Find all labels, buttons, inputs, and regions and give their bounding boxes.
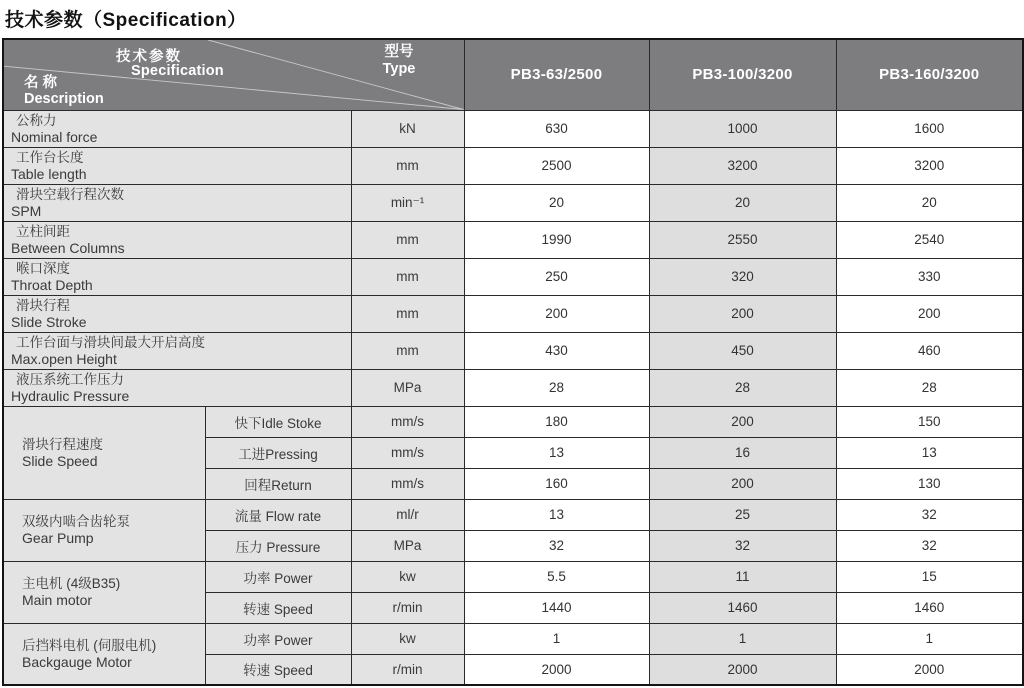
group-label-gear-pump: 双级内啮合齿轮泵 Gear Pump <box>3 499 205 561</box>
value-cell: 28 <box>836 369 1023 406</box>
value-cell: 460 <box>836 332 1023 369</box>
value-cell: 2500 <box>464 147 649 184</box>
table-row <box>3 499 1023 530</box>
value-cell: 13 <box>464 499 649 530</box>
value-cell: 28 <box>649 369 836 406</box>
value-cell: 200 <box>836 295 1023 332</box>
table-row <box>3 369 1023 406</box>
value-cell: 3200 <box>836 147 1023 184</box>
value-cell: 1460 <box>836 592 1023 623</box>
unit-cell: mm <box>351 332 464 369</box>
sub-label: 工进Pressing <box>205 437 351 468</box>
sub-label: 回程Return <box>205 468 351 499</box>
model-header-pb3-63: PB3-63/2500 <box>464 39 649 110</box>
unit-cell: mm <box>351 221 464 258</box>
row-label: 滑块空载行程次数 SPM <box>3 184 351 221</box>
row-label: 立柱间距 Between Columns <box>3 221 351 258</box>
value-cell: 11 <box>649 561 836 592</box>
corner-spec-en: Specification <box>131 63 224 79</box>
value-cell: 1460 <box>649 592 836 623</box>
unit-cell: mm <box>351 258 464 295</box>
value-cell: 20 <box>464 184 649 221</box>
value-cell: 450 <box>649 332 836 369</box>
sub-label: 快下Idle Stoke <box>205 406 351 437</box>
unit-cell: kw <box>351 623 464 654</box>
row-label: 工作台面与滑块间最大开启高度 Max.open Height <box>3 332 351 369</box>
value-cell: 32 <box>464 530 649 561</box>
sub-label: 转速 Speed <box>205 592 351 623</box>
corner-name <box>24 75 104 107</box>
unit-cell: MPa <box>351 530 464 561</box>
value-cell: 2540 <box>836 221 1023 258</box>
table-row <box>3 623 1023 654</box>
group-label-slide-speed: 滑块行程速度 Slide Speed <box>3 406 205 499</box>
unit-cell: kN <box>351 110 464 147</box>
value-cell: 2000 <box>836 654 1023 685</box>
unit-cell: MPa <box>351 369 464 406</box>
row-label: 液压系统工作压力 Hydraulic Pressure <box>3 369 351 406</box>
sub-label: 功率 Power <box>205 623 351 654</box>
value-cell: 200 <box>464 295 649 332</box>
value-cell: 16 <box>649 437 836 468</box>
value-cell: 15 <box>836 561 1023 592</box>
value-cell: 25 <box>649 499 836 530</box>
unit-cell: kw <box>351 561 464 592</box>
value-cell: 2000 <box>649 654 836 685</box>
table-row <box>3 406 1023 437</box>
corner-name-en: Description <box>24 90 104 107</box>
value-cell: 13 <box>836 437 1023 468</box>
row-label: 公称力 Nominal force <box>3 110 351 147</box>
value-cell: 1 <box>464 623 649 654</box>
group-label-backgauge-motor: 后挡料电机 (伺服电机) Backgauge Motor <box>3 623 205 685</box>
sub-label: 压力 Pressure <box>205 530 351 561</box>
value-cell: 180 <box>464 406 649 437</box>
value-cell: 320 <box>649 258 836 295</box>
value-cell: 1990 <box>464 221 649 258</box>
unit-cell: mm/s <box>351 437 464 468</box>
model-header-pb3-100: PB3-100/3200 <box>649 39 836 110</box>
page-title: 技术参数（Specification） <box>5 10 247 31</box>
table-row <box>3 221 1023 258</box>
table-row <box>3 147 1023 184</box>
value-cell: 32 <box>649 530 836 561</box>
value-cell: 20 <box>649 184 836 221</box>
sub-label: 功率 Power <box>205 561 351 592</box>
value-cell: 200 <box>649 468 836 499</box>
table-row <box>3 332 1023 369</box>
value-cell: 5.5 <box>464 561 649 592</box>
value-cell: 1 <box>836 623 1023 654</box>
corner-spec-zh: 技术参数 <box>116 49 182 65</box>
unit-cell: r/min <box>351 654 464 685</box>
value-cell: 150 <box>836 406 1023 437</box>
corner-type-zh: 型号 <box>384 44 414 60</box>
unit-cell: ml/r <box>351 499 464 530</box>
unit-cell: min⁻¹ <box>351 184 464 221</box>
model-header-pb3-160: PB3-160/3200 <box>836 39 1023 110</box>
value-cell: 130 <box>836 468 1023 499</box>
row-label: 滑块行程 Slide Stroke <box>3 295 351 332</box>
value-cell: 200 <box>649 295 836 332</box>
value-cell: 3200 <box>649 147 836 184</box>
row-label: 工作台长度 Table length <box>3 147 351 184</box>
table-header-row <box>3 39 1023 110</box>
value-cell: 330 <box>836 258 1023 295</box>
value-cell: 2000 <box>464 654 649 685</box>
value-cell: 32 <box>836 499 1023 530</box>
value-cell: 32 <box>836 530 1023 561</box>
unit-cell: mm/s <box>351 406 464 437</box>
value-cell: 2550 <box>649 221 836 258</box>
corner-name-zh: 名 称 <box>24 74 58 91</box>
value-cell: 1600 <box>836 110 1023 147</box>
table-row <box>3 110 1023 147</box>
unit-cell: mm <box>351 147 464 184</box>
value-cell: 250 <box>464 258 649 295</box>
value-cell: 28 <box>464 369 649 406</box>
table-row <box>3 295 1023 332</box>
value-cell: 160 <box>464 468 649 499</box>
corner-type-en: Type <box>382 61 416 77</box>
value-cell: 630 <box>464 110 649 147</box>
unit-cell: r/min <box>351 592 464 623</box>
table-row <box>3 184 1023 221</box>
corner-type <box>362 44 436 78</box>
table-row <box>3 258 1023 295</box>
table-row <box>3 561 1023 592</box>
unit-cell: mm/s <box>351 468 464 499</box>
group-label-main-motor: 主电机 (4级B35) Main motor <box>3 561 205 623</box>
corner-header <box>3 39 464 110</box>
value-cell: 20 <box>836 184 1023 221</box>
value-cell: 13 <box>464 437 649 468</box>
value-cell: 430 <box>464 332 649 369</box>
value-cell: 1440 <box>464 592 649 623</box>
unit-cell: mm <box>351 295 464 332</box>
specification-table <box>2 38 1024 686</box>
value-cell: 1000 <box>649 110 836 147</box>
sub-label: 转速 Speed <box>205 654 351 685</box>
value-cell: 200 <box>649 406 836 437</box>
sub-label: 流量 Flow rate <box>205 499 351 530</box>
row-label: 喉口深度 Throat Depth <box>3 258 351 295</box>
value-cell: 1 <box>649 623 836 654</box>
